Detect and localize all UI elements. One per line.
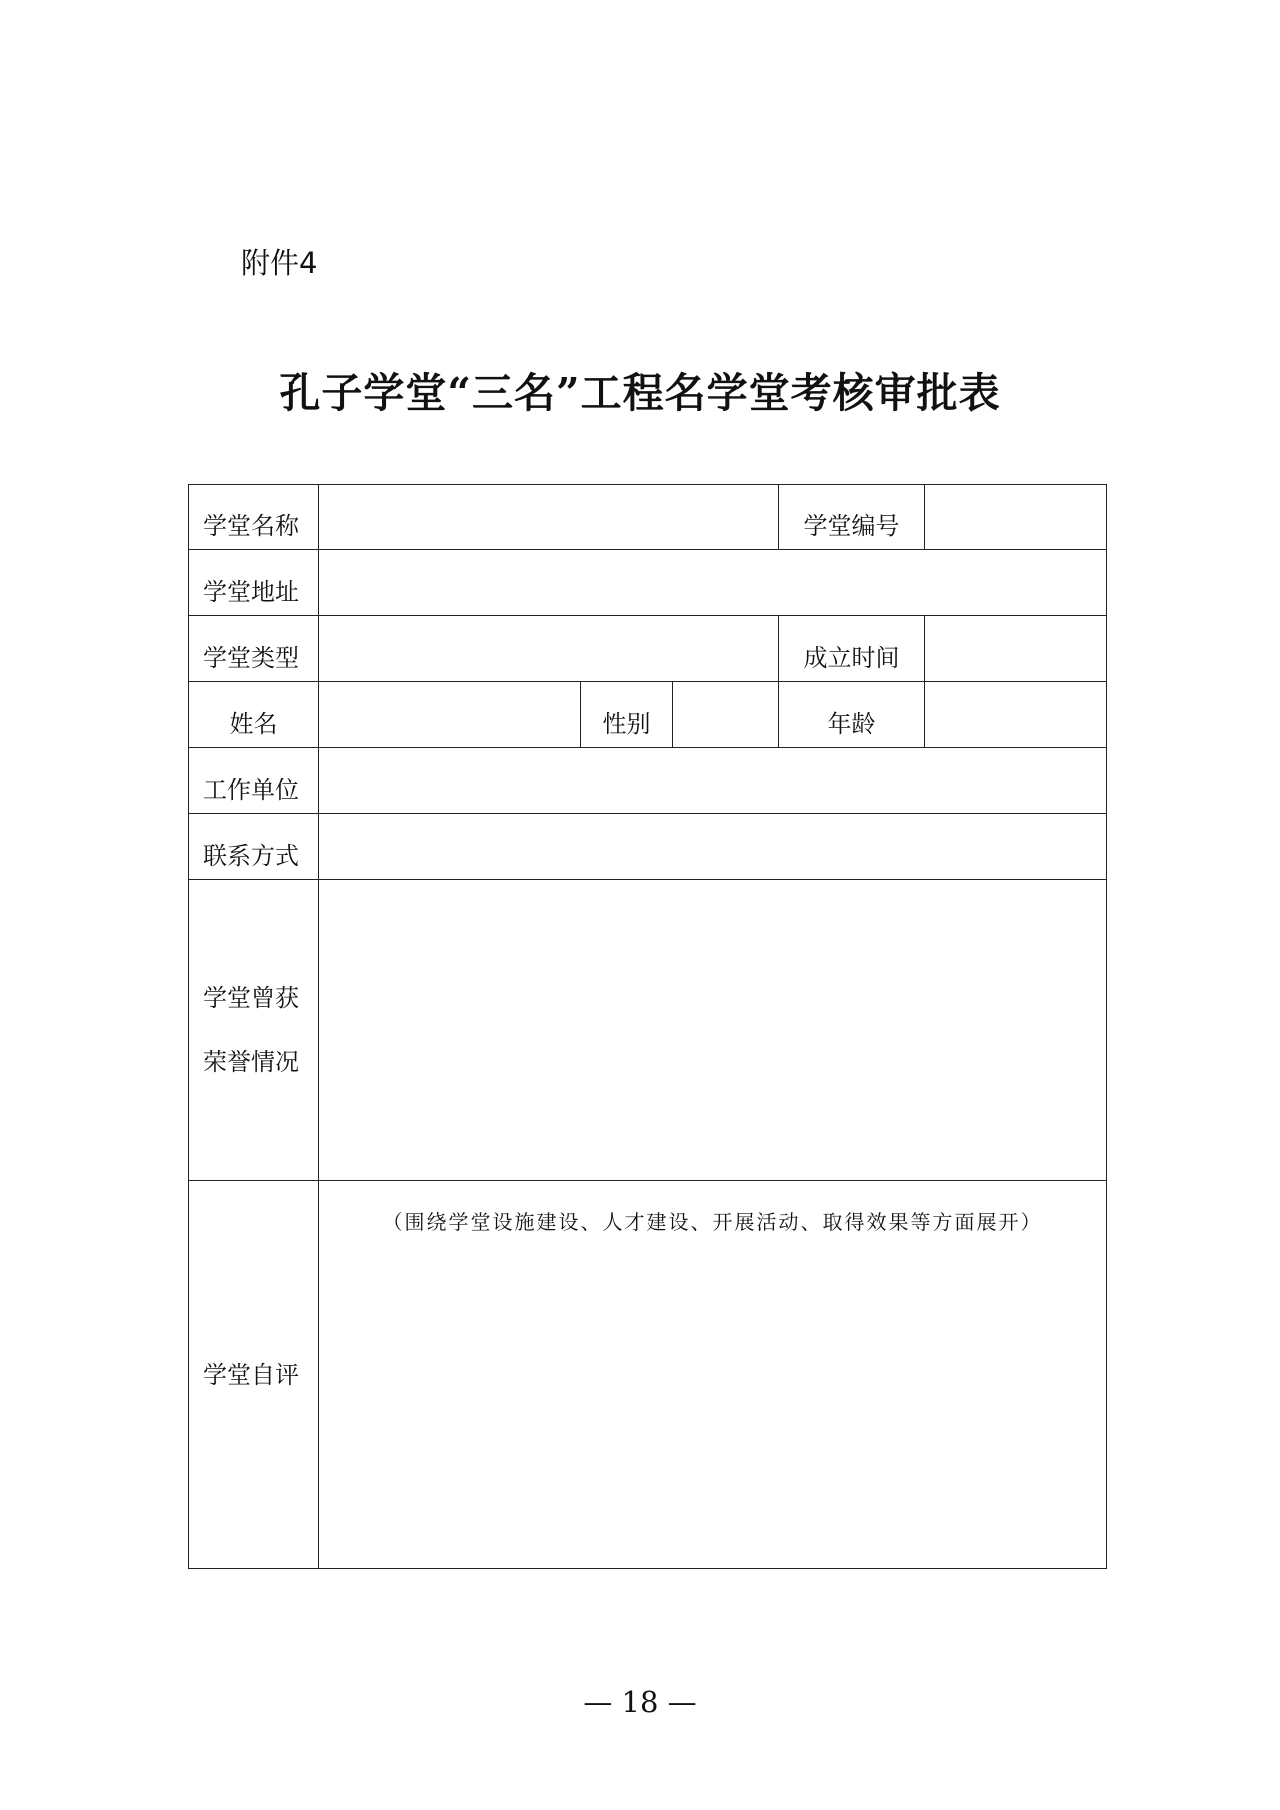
work-unit-label: 工作单位 [189,748,319,814]
honors-label [189,880,319,1181]
row-contact [189,814,1107,880]
contact-label: 联系方式 [189,814,319,880]
approval-form-table [188,484,1107,1569]
contact-field[interactable] [319,814,1107,880]
founding-time-label: 成立时间 [779,616,925,682]
work-unit-field[interactable] [319,748,1107,814]
row-school-address [189,550,1107,616]
self-eval-label: 学堂自评 [189,1181,319,1569]
self-eval-field[interactable] [319,1181,1107,1569]
school-address-field[interactable] [319,550,1107,616]
honors-label-line2: 荣誉情况 [203,1048,299,1076]
school-number-field[interactable] [925,485,1107,550]
self-eval-hint: （围绕学堂设施建设、人才建设、开展活动、取得效果等方面展开） [382,1210,1043,1234]
gender-label: 性别 [581,682,673,748]
name-field[interactable] [319,682,581,748]
row-school-type [189,616,1107,682]
school-name-label: 学堂名称 [189,485,319,550]
page-number: — 18 — [583,1685,697,1719]
school-type-field[interactable] [319,616,779,682]
school-type-label: 学堂类型 [189,616,319,682]
age-field[interactable] [925,682,1107,748]
founding-time-field[interactable] [925,616,1107,682]
honors-label-line1: 学堂曾获 [203,984,299,1012]
row-school-name [189,485,1107,550]
school-address-label: 学堂地址 [189,550,319,616]
row-personal-info [189,682,1107,748]
row-honors [189,880,1107,1181]
attachment-label: 附件4 [241,246,318,280]
age-label: 年龄 [779,682,925,748]
document-title: 孔子学堂“三名”工程名学堂考核审批表 [279,369,1001,417]
gender-field[interactable] [673,682,779,748]
school-name-field[interactable] [319,485,779,550]
honors-field[interactable] [319,880,1107,1181]
row-work-unit [189,748,1107,814]
row-self-evaluation [189,1181,1107,1569]
school-number-label: 学堂编号 [779,485,925,550]
name-label: 姓名 [189,682,319,748]
